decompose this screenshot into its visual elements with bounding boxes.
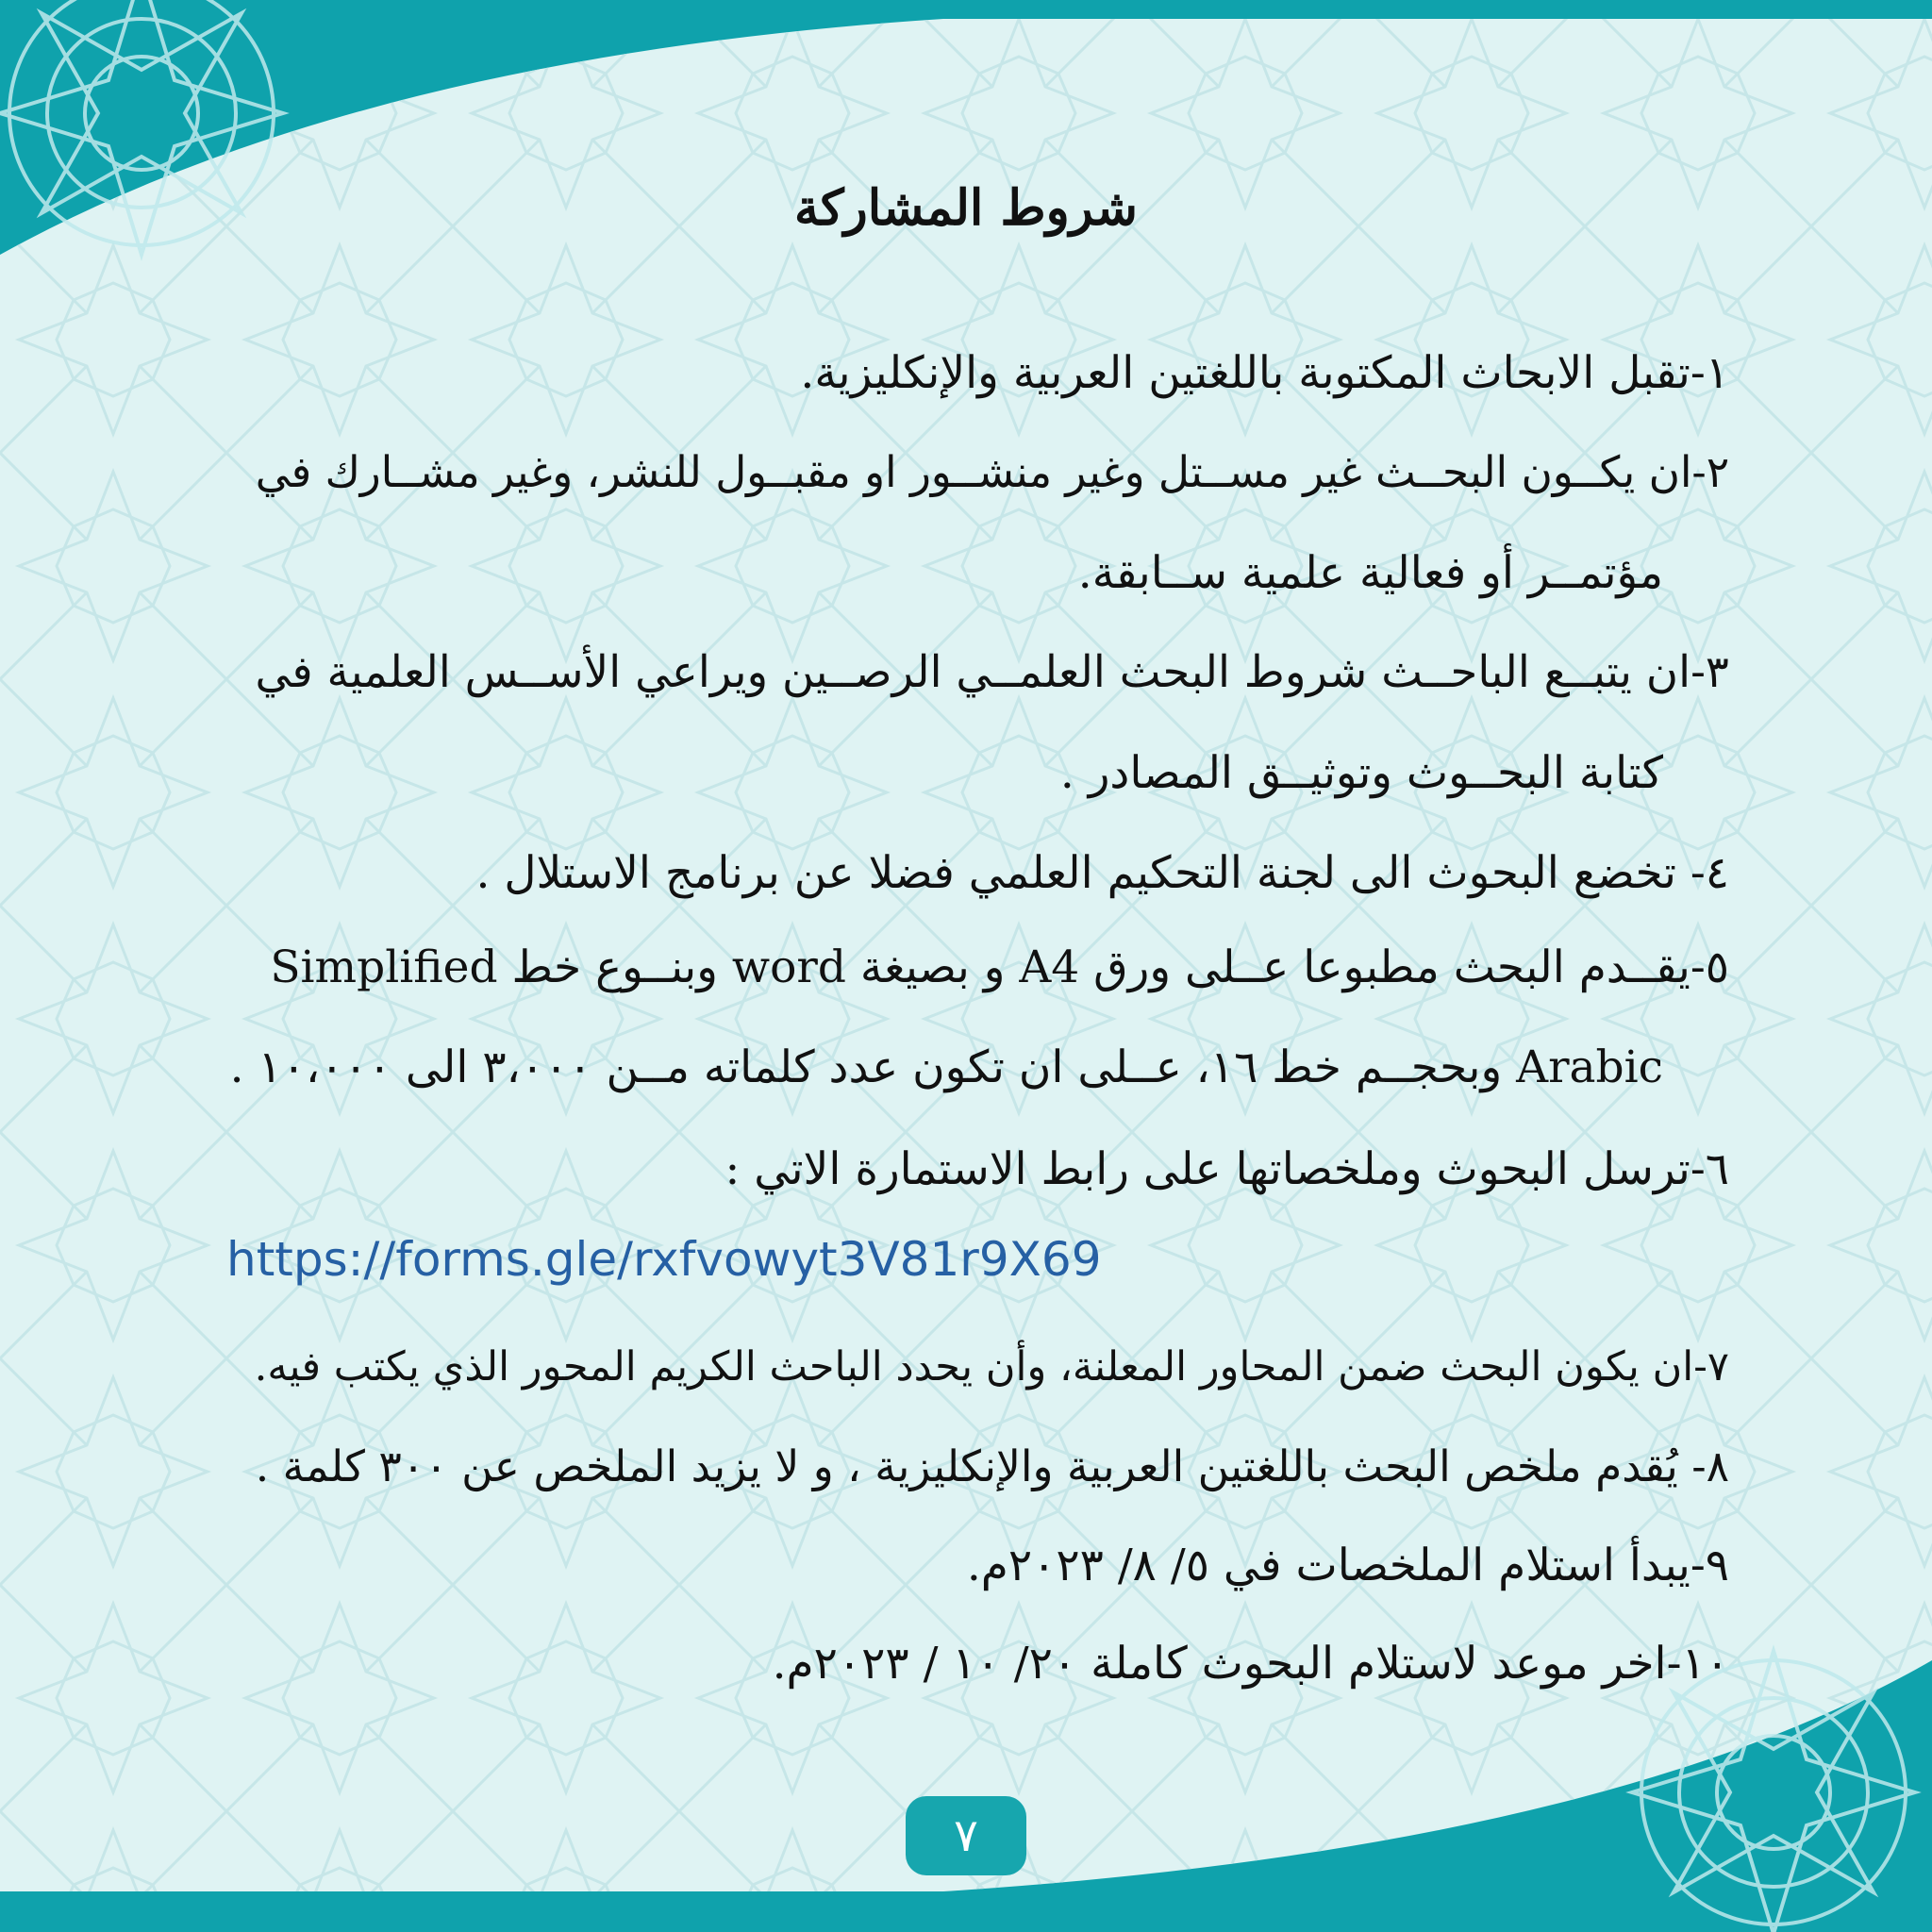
condition-item-2: ٢-ان يكــون البحــث غير مســتل وغير منشــور او مقبــول للنشر، وغير مشــارك في (255, 447, 1729, 497)
condition-item-6: ٦-ترسل البحوث وملخصاتها على رابط الاستمارة الاتي : (724, 1143, 1729, 1195)
condition-item-3-continued: كتابة البحــوث وتوثيــق المصادر . (1059, 747, 1663, 799)
condition-item-10: ١٠-اخر موعد لاستلام البحوث كاملة ٢٠/ ١٠ / ٢٠٢٣م. (772, 1638, 1729, 1690)
condition-item-3: ٣-ان يتبــع الباحــث شروط البحث العلمــي الرصــين ويراعي الأســس العلمية في (255, 647, 1729, 698)
condition-item-1: ١-تقبل الابحاث المكتوبة باللغتين العربية والإنكليزية. (800, 347, 1729, 399)
condition-item-8: ٨- يُقدم ملخص البحث باللغتين العربية والإنكليزية ، و لا يزيد الملخص عن ٣٠٠ كلمة . (255, 1441, 1729, 1491)
condition-item-9: ٩-يبدأ استلام الملخصات في ٥/ ٨/ ٢٠٢٣م. (966, 1540, 1729, 1591)
page-number: ٧ (954, 1809, 978, 1862)
registration-form-link[interactable]: https://forms.gle/rxfvowyt3V81r9X69 (226, 1232, 1102, 1287)
page-number-badge (906, 1796, 1026, 1875)
condition-item-2-continued: مؤتمــر أو فعالية علمية ســابقة. (1077, 547, 1663, 599)
condition-item-5-continued: Arabic وبحجــم خط ١٦، عــلى ان تكون عدد كلماته مــن ٣،٠٠٠ الى ١٠،٠٠٠ . (229, 1041, 1663, 1093)
condition-item-7: ٧-ان يكون البحث ضمن المحاور المعلنة، وأن يحدد الباحث الكريم المحور الذي يكتب فيه. (254, 1343, 1729, 1391)
page-title: شروط المشاركة (794, 179, 1138, 237)
condition-item-4: ٤- تخضع البحوث الى لجنة التحكيم العلمي فضلا عن برنامج الاستلال . (475, 847, 1729, 899)
condition-item-5: ٥-يقــدم البحث مطبوعا عــلى ورق A4 و بصيغة word وبنــوع خط Simplified (270, 941, 1729, 993)
